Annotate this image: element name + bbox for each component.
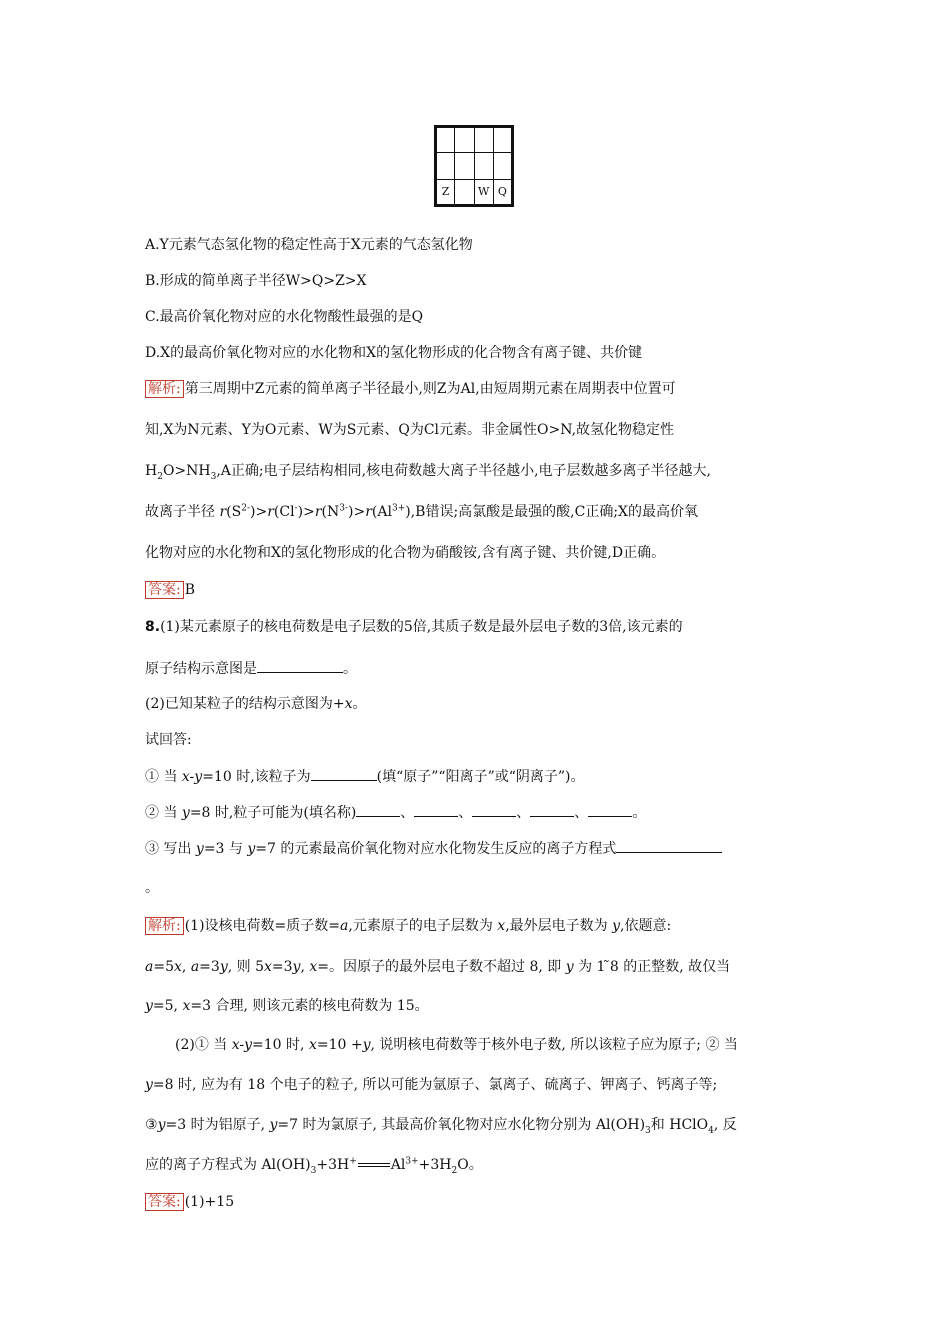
q7-analysis-line-3: $H_2O>NH_3,A$正确;电子层结构相同,核电荷数越大离子半径越小,电子层数越多离子半径越大, [145, 463, 711, 482]
q8-answer: 答案: (1)+15 [145, 1192, 234, 1212]
grid-cell [474, 153, 493, 179]
grid-row [436, 127, 513, 153]
grid-cell: Q [493, 179, 512, 205]
analysis-tag: 解析: [145, 917, 184, 935]
q8-sub-3-end: 。 [145, 880, 159, 896]
periodic-table-fragment [434, 125, 514, 207]
q8-part1-line-1: 8.(1)某元素原子的核电荷数是电子层数的5倍,其质子数是最外层电子数的3倍,该元素的 [145, 619, 683, 635]
question-number: 8. [145, 619, 161, 635]
answer-tag: 答案: [145, 1193, 184, 1211]
q7-analysis-line-2: 知,X为N元素、Y为O元素、W为S元素、Q为Cl元素。非金属性O>N,故氢化物稳定性 [145, 422, 675, 438]
answer-blank [257, 658, 343, 673]
grid-cell [455, 127, 474, 153]
q8-analysis-line-1: 解析: (1)设核电荷数=质子数=a,元素原子的电子层数为 x,最外层电子数为 y,依题意: [145, 916, 671, 936]
option-c: C.最高价氧化物对应的水化物酸性最强的是Q [145, 309, 424, 325]
grid-cell [455, 179, 474, 205]
q7-analysis-line-5: 化物对应的水化物和X的氢化物形成的化合物为硝酸铵,含有离子键、共价键,D正确。 [145, 545, 666, 561]
grid-cell [436, 153, 455, 179]
grid-cell [493, 127, 512, 153]
answer-blank [472, 802, 516, 817]
grid-cell [436, 127, 455, 153]
grid-row [436, 153, 513, 179]
grid-cell [474, 127, 493, 153]
q8-sub-1: ① 当 x-y=10 时,该粒子为 (填“原子”“阳离子”或“阴离子”)。 [145, 766, 585, 787]
answer-blank [616, 838, 722, 853]
option-b: B.形成的简单离子半径W>Q>Z>X [145, 273, 367, 289]
grid-cell: W [474, 179, 493, 205]
q8-analysis-line-2: a=5x, a=3y, 则 5x=3y, x=。因原子的最外层电子数不超过 8, 即 y 为 1 ̃8 的正整数, 故仅当 [145, 959, 731, 975]
q7-analysis-line-1: 解析: 第三周期中Z元素的简单离子半径最小,则Z为Al,由短周期元素在周期表中位置可 [145, 379, 676, 399]
q8-analysis-line-7: 应的离子方程式为 $Al(OH)_3+3H^+$ $Al^{3+}+3H_2O$。 [145, 1156, 483, 1176]
q8-analysis-line-6: ③y=3 时为铝原子, y=7 时为氯原子, 其最高价氧化物对应水化物分别为 $Al(OH)_3$和 HClO$_4$, 反 [145, 1117, 737, 1136]
q8-sub-2: ② 当 y=8 时,粒子可能为(填名称) 、 、 、 、 。 [145, 802, 646, 823]
q8-ask: 试回答: [145, 732, 192, 748]
q8-analysis-line-4: (2)① 当 x-y=10 时, x=10 +y, 说明核电荷数等于核外电子数, 所以该粒子应为原子; ② 当 [175, 1037, 738, 1053]
q7-answer: 答案: B [145, 580, 195, 600]
option-d: D.X的最高价氧化物对应的水化物和X的氢化物形成的化合物含有离子键、共价键 [145, 345, 643, 361]
option-a: A.Y元素气态氢化物的稳定性高于X元素的气态氢化物 [145, 237, 473, 253]
answer-tag: 答案: [145, 581, 184, 599]
answer-blank [356, 802, 400, 817]
grid-cell [455, 153, 474, 179]
q8-analysis-line-5: y=8 时, 应为有 18 个电子的粒子, 所以可能为氩原子、氯离子、硫离子、钾离子、钙离子等; [145, 1077, 718, 1093]
q8-part1-line-2: 原子结构示意图是 。 [145, 658, 357, 679]
reaction-arrow-double-line [358, 1163, 390, 1167]
answer-blank [588, 802, 632, 817]
q8-analysis-line-3: y=5, x=3 合理, 则该元素的核电荷数为 15。 [145, 998, 429, 1014]
grid-cell: Z [436, 179, 455, 205]
analysis-tag: 解析: [145, 380, 184, 398]
answer-blank [414, 802, 458, 817]
grid-row [436, 179, 513, 205]
q8-part2: (2)已知某粒子的结构示意图为+x。 [145, 696, 367, 712]
q8-sub-3: ③ 写出 y=3 与 y=7 的元素最高价氧化物对应水化物发生反应的离子方程式 [145, 838, 722, 859]
q7-analysis-line-4: 故离子半径 $r(S^{2-})>r(Cl^-)>r(N^{3-})>r(Al^{3+}),B$错误;高氯酸是最强的酸,C正确;X的最高价氧 [145, 503, 699, 520]
answer-blank [311, 766, 377, 781]
grid-cell [493, 153, 512, 179]
answer-blank [530, 802, 574, 817]
